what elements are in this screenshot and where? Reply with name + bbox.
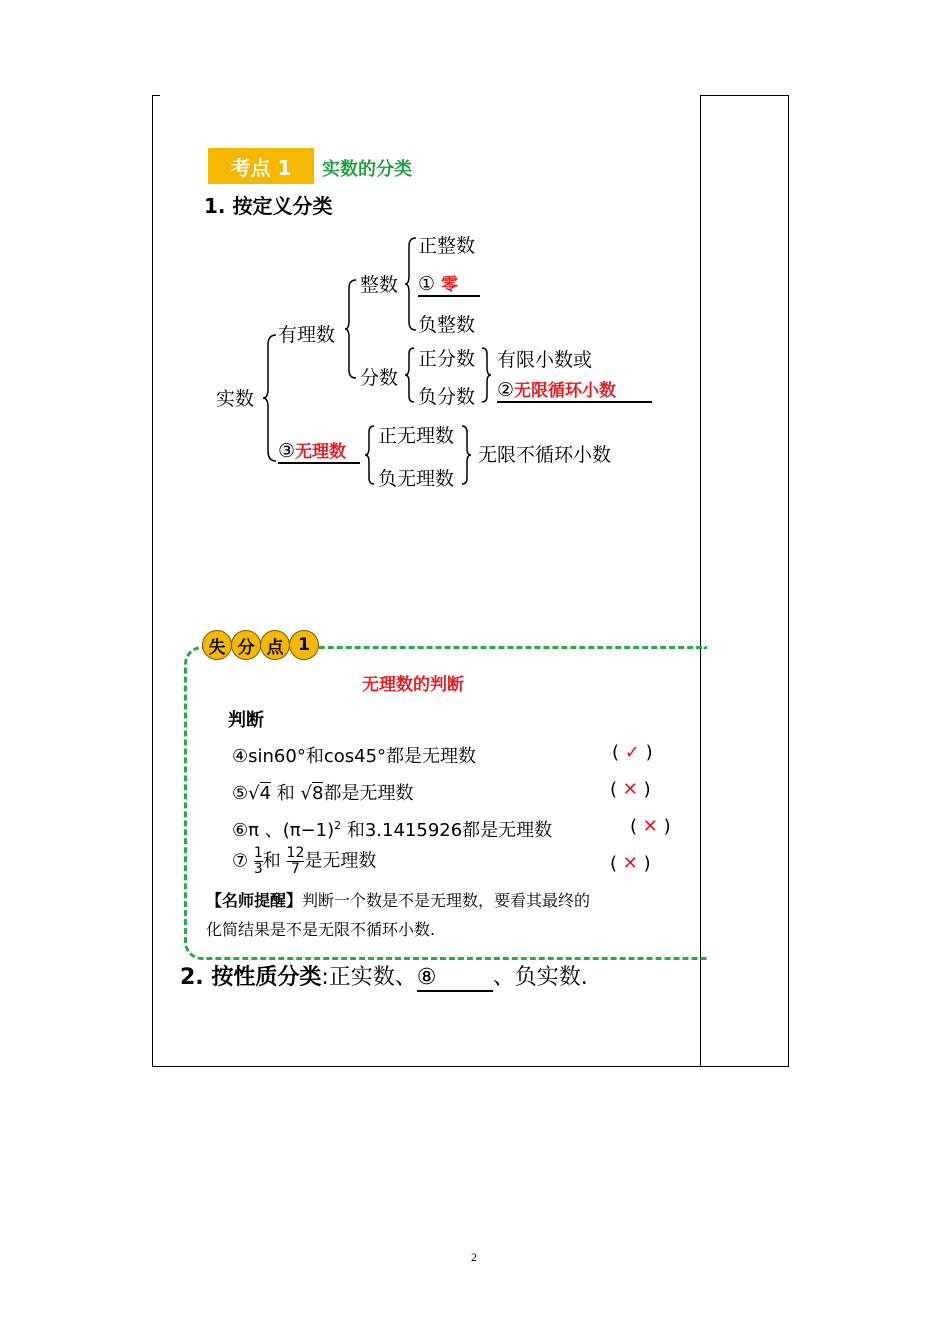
judge-mark-5: ( ✕ ) — [610, 779, 651, 800]
brace-irrational — [364, 424, 376, 486]
brace-rational — [344, 278, 358, 380]
brace-irr-right — [460, 424, 472, 486]
tree-neg-irr: 负无理数 — [378, 468, 455, 490]
judge-item-7: ⑦ $\frac{1}{3}$ 和 $\frac{12}{7}$ 是无理数 — [232, 845, 377, 877]
shifendian-title: 无理数的判断 — [362, 675, 464, 695]
tree-fraction: 分数 — [360, 367, 399, 389]
page-number: 2 — [471, 1250, 477, 1264]
tree-pos-frac: 正分数 — [418, 348, 476, 370]
teacher-note-line2: 化简结果是不是无限不循环小数. — [206, 920, 436, 939]
tree-pos-int: 正整数 — [418, 235, 476, 257]
tree-frac-desc: 有限小数或 — [497, 349, 593, 371]
kaodian-badge: 考点 1 — [208, 148, 314, 184]
judge-mark-4: ( ✓ ) — [612, 742, 653, 763]
tree-irrational: ③无理数 — [278, 437, 360, 464]
brace-fraction — [404, 346, 416, 404]
tree-frac-answer: ②无限循环小数 — [497, 376, 652, 403]
shifendian-badge-1: 失 — [202, 630, 232, 660]
tree-root: 实数 — [216, 388, 255, 410]
judge-item-5: ⑤√4 和 √8都是无理数 — [232, 783, 414, 804]
kaodian-title: 实数的分类 — [322, 159, 412, 180]
judge-mark-7: ( ✕ ) — [610, 853, 651, 874]
shifendian-badge-num: 1 — [289, 630, 319, 660]
shifendian-subheading: 判断 — [228, 710, 264, 731]
brace-root — [262, 333, 278, 463]
tree-neg-frac: 负分数 — [418, 386, 476, 408]
shifendian-badge-3: 点 — [260, 630, 290, 660]
judge-mark-6: ( ✕ ) — [630, 816, 671, 837]
section1-heading: 1. 按定义分类 — [204, 194, 333, 218]
brace-integer — [404, 236, 418, 332]
teacher-note-line1: 【名师提醒】判断一个数是不是无理数，要看其最终的 — [206, 891, 591, 910]
judge-item-6: ⑥π 、$(\pi-1)^2$ 和3.1415926都是无理数 — [232, 819, 553, 841]
shifendian-badge-2: 分 — [231, 630, 261, 660]
section2-line: 2. 按性质分类:正实数、⑧ 、负实数. — [180, 965, 588, 990]
tree-zero: ① 零 — [418, 270, 480, 297]
brace-frac-right — [480, 346, 492, 404]
judge-item-4: ④sin60°和cos45°都是无理数 — [232, 746, 477, 767]
tree-pos-irr: 正无理数 — [378, 425, 455, 447]
tree-rational: 有理数 — [278, 324, 336, 346]
tree-integer: 整数 — [360, 274, 399, 296]
tree-irr-desc: 无限不循环小数 — [478, 444, 612, 466]
tree-neg-int: 负整数 — [418, 314, 476, 336]
